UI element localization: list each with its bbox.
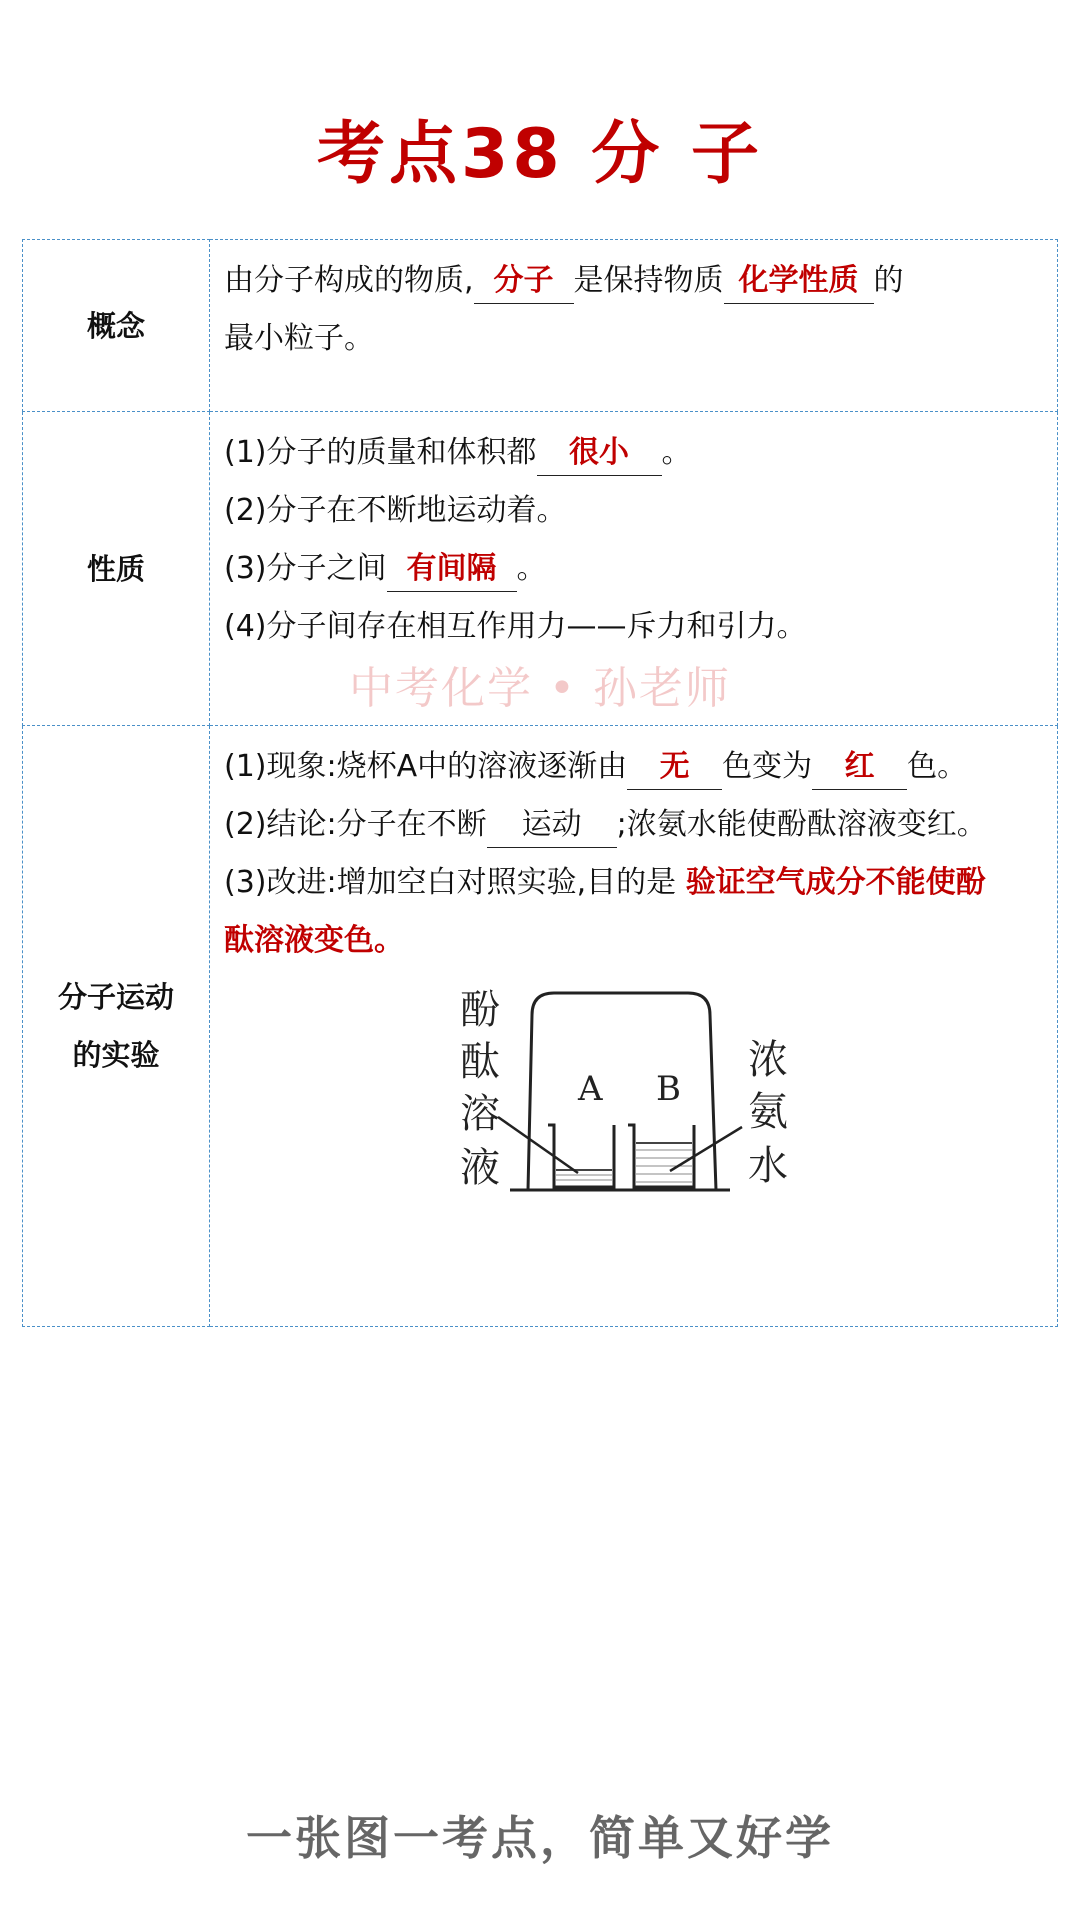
answer-blank-chemical-property: 化学性质	[724, 259, 874, 304]
beaker-a	[548, 1125, 614, 1187]
right-label-char-3: 水	[748, 1143, 788, 1189]
right-label-char-2: 氨	[748, 1089, 788, 1135]
experiment-1-mid: 色变为	[722, 749, 813, 784]
experiment-3-text: (3)改进:增加空白对照实验,目的是	[224, 865, 677, 900]
experiment-label-line2: 的实验	[72, 1038, 160, 1072]
experiment-2-end: ;浓氨水能使酚酞溶液变红。	[616, 807, 987, 842]
beaker-a-label: A	[578, 1069, 603, 1109]
concept-text-1: 由分子构成的物质,	[224, 263, 474, 298]
concept-text-2: 是保持物质	[573, 263, 724, 298]
beaker-b-label: B	[656, 1069, 681, 1109]
row-label-concept: 概念	[23, 240, 210, 412]
concept-content	[210, 240, 1058, 412]
answer-blank-colorless: 无	[627, 745, 722, 790]
row-concept	[23, 240, 1058, 412]
answer-blank-very-small: 很小	[537, 431, 662, 476]
left-label-char-3: 溶	[460, 1091, 500, 1137]
left-label-char-2: 酞	[460, 1039, 500, 1085]
row-label-properties: 性质	[23, 412, 210, 726]
property-1-text: (1)分子的质量和体积都	[224, 435, 537, 470]
answer-blank-gaps: 有间隔	[387, 547, 517, 592]
experiment-diagram	[460, 975, 790, 1215]
property-4-text: (4)分子间存在相互作用力——斥力和引力。	[224, 609, 807, 644]
concept-text-4: 最小粒子。	[224, 321, 374, 356]
experiment-1-text: (1)现象:烧杯A中的溶液逐渐由	[224, 749, 628, 784]
experiment-2-text: (2)结论:分子在不断	[224, 807, 487, 842]
page-title: 考点38 分 子	[317, 115, 763, 194]
pointer-line-b	[670, 1127, 742, 1171]
left-label-char-4: 液	[460, 1145, 500, 1191]
left-label-char-1: 酚	[460, 987, 500, 1033]
row-label-experiment	[23, 726, 210, 1327]
concept-text-3: 的	[873, 263, 904, 298]
beaker-b	[628, 1125, 694, 1187]
answer-blank-motion: 运动	[487, 803, 617, 848]
experiment-3-answer: 验证空气成分不能使酚	[685, 865, 986, 900]
answer-blank-molecule: 分子	[474, 259, 574, 304]
property-2-text: (2)分子在不断地运动着。	[224, 493, 567, 528]
experiment-3-answer-cont: 酞溶液变色。	[224, 923, 404, 958]
property-1-end: 。	[661, 435, 692, 470]
pointer-line-a	[498, 1117, 578, 1173]
experiment-label-line1: 分子运动	[57, 980, 174, 1014]
property-3-end: 。	[516, 551, 547, 586]
experiment-1-end: 色。	[907, 749, 968, 784]
footer-slogan: 一张图一考点，简单又好学	[246, 1811, 834, 1865]
property-3-text: (3)分子之间	[224, 551, 387, 586]
right-label-char-1: 浓	[748, 1037, 788, 1083]
answer-blank-red: 红	[812, 745, 907, 790]
watermark: 中考化学 • 孙老师	[349, 663, 731, 714]
